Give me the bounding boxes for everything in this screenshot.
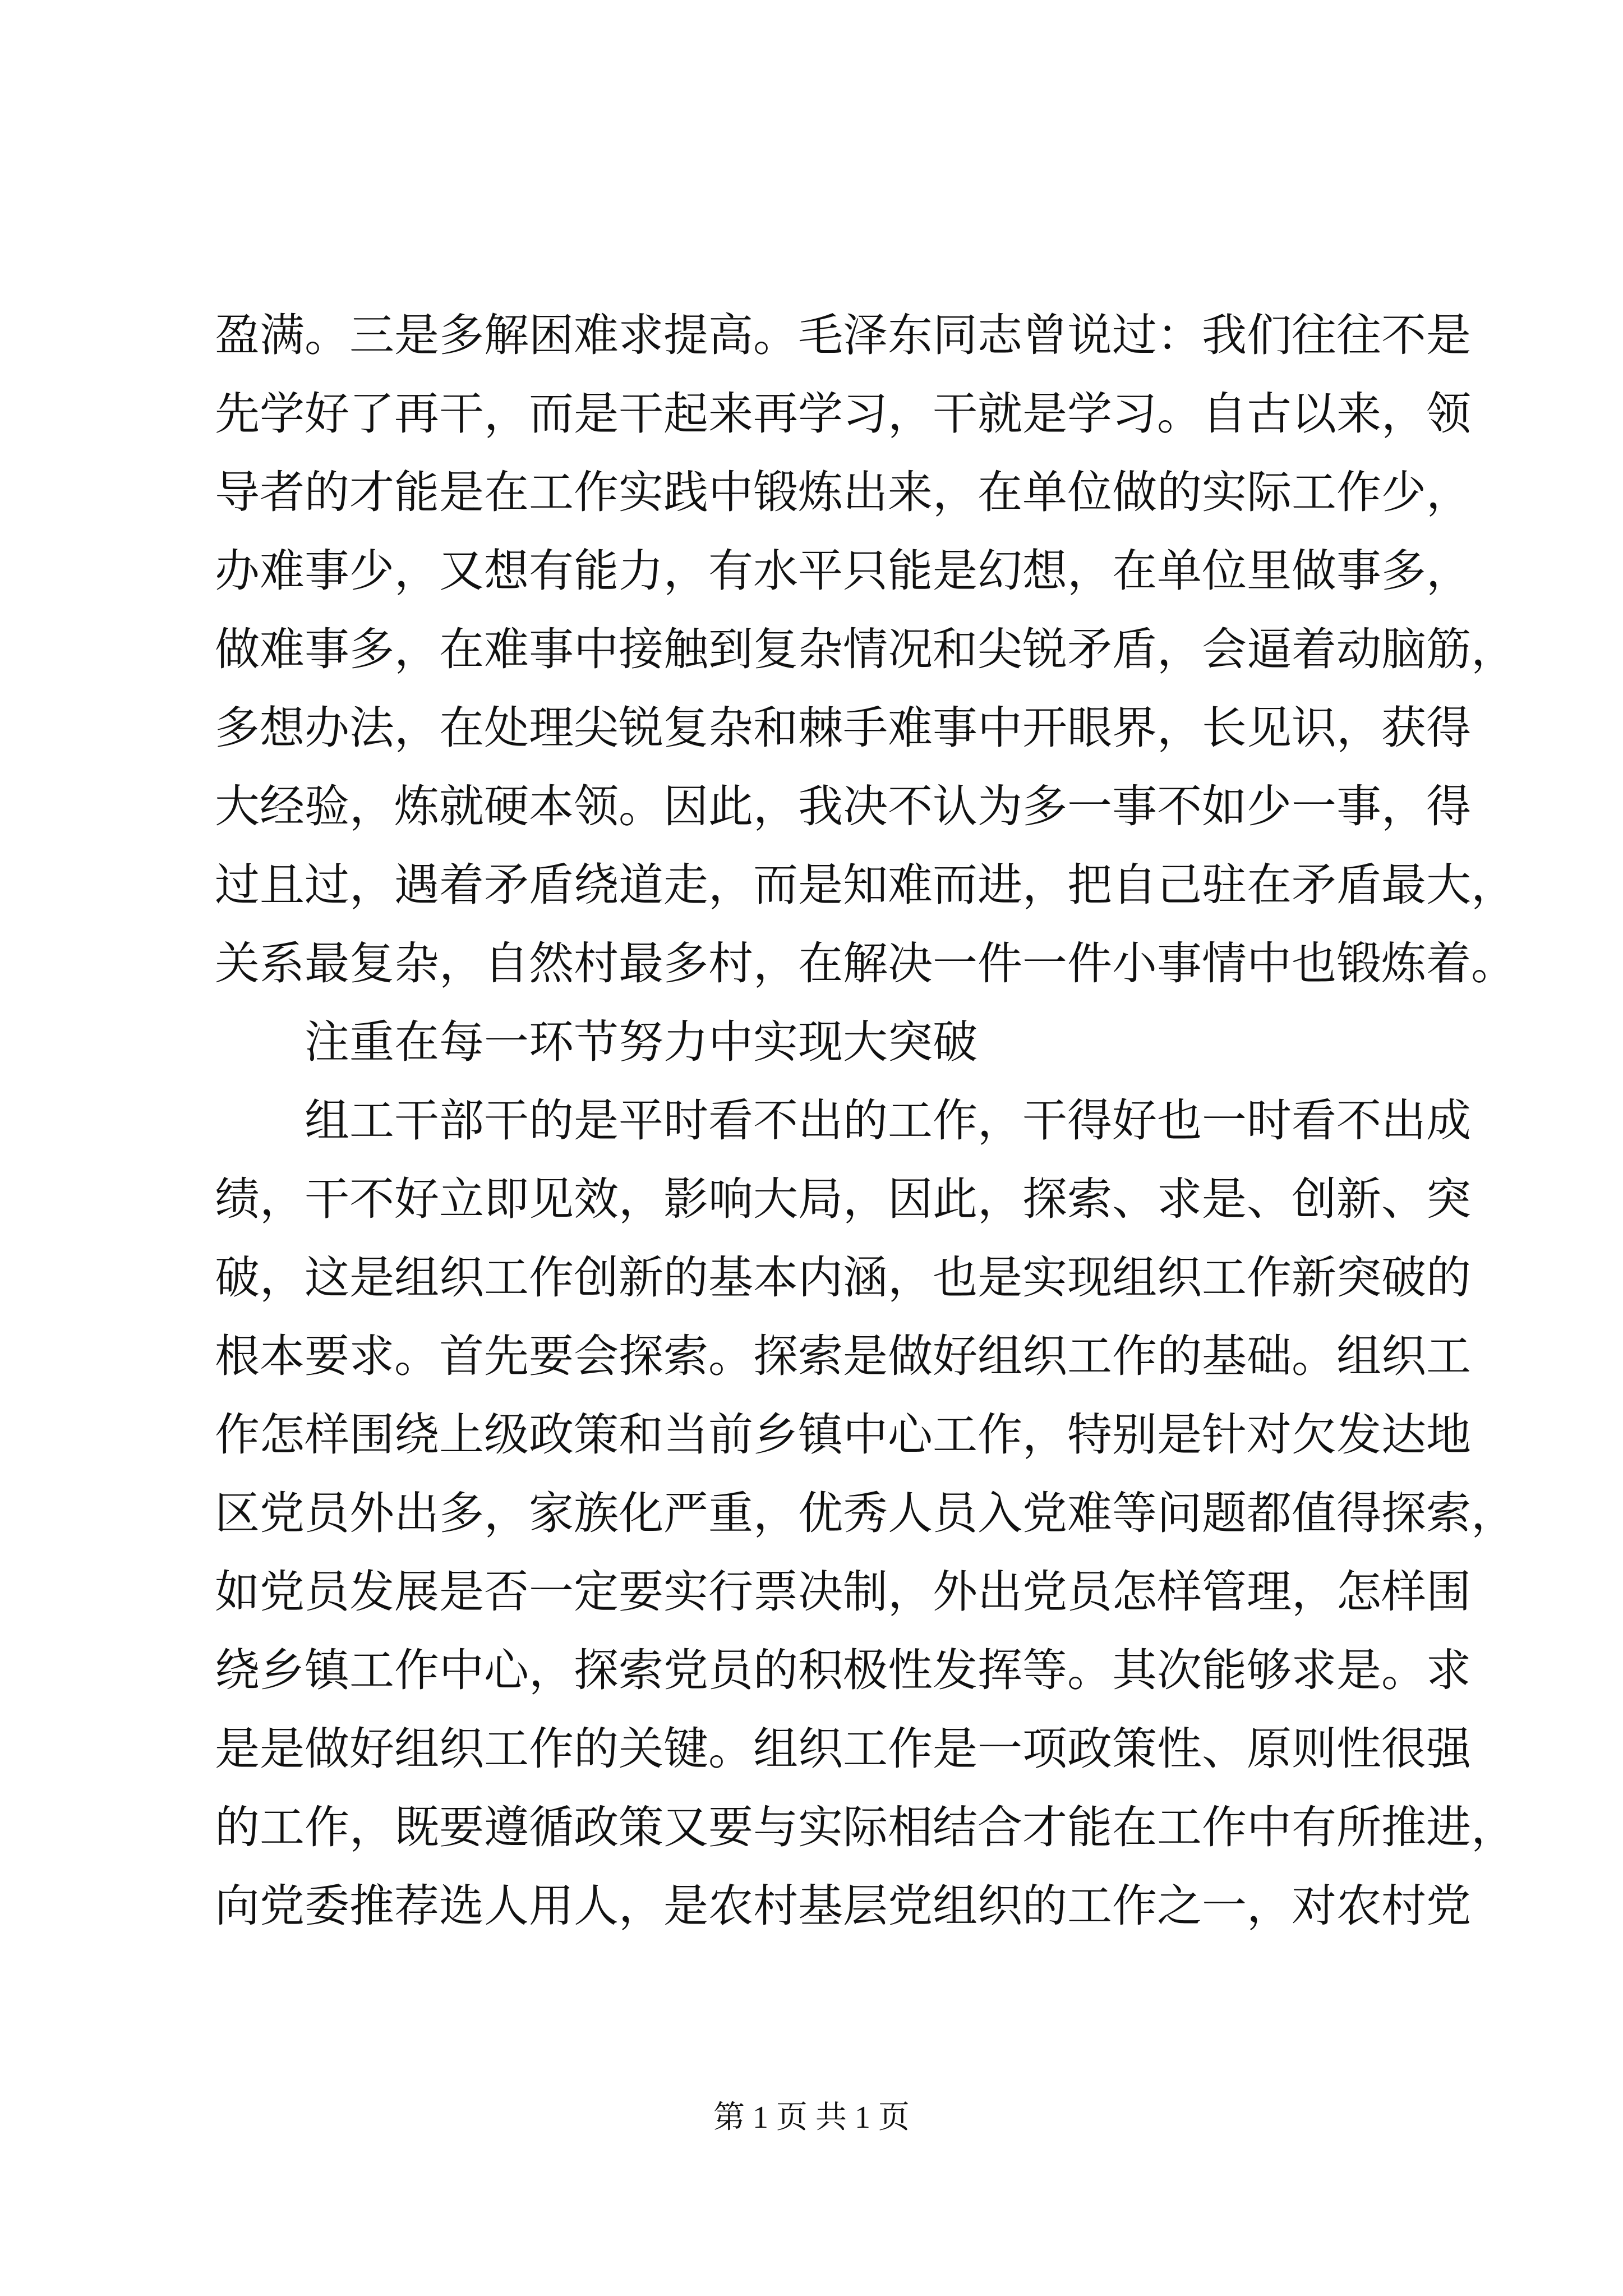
text-line: 如党员发展是否一定要实行票决制，外出党员怎样管理，怎样围 bbox=[215, 1566, 1471, 1618]
text-line: 向党委推荐选人用人，是农村基层党组织的工作之一，对农村党 bbox=[215, 1880, 1471, 1932]
text-line: 区党员外出多，家族化严重，优秀人员入党难等问题都值得探索， bbox=[215, 1487, 1516, 1539]
text-line: 做难事多，在难事中接触到复杂情况和尖锐矛盾，会逼着动脑筋， bbox=[215, 623, 1516, 675]
document-body bbox=[215, 296, 1516, 1945]
text-line: 破，这是组织工作创新的基本内涵，也是实现组织工作新突破的 bbox=[215, 1251, 1471, 1304]
text-line: 过且过，遇着矛盾绕道走，而是知难而进，把自己驻在矛盾最大， bbox=[215, 859, 1516, 911]
text-line: 注重在每一环节努力中实现大突破 bbox=[305, 1016, 978, 1068]
text-line: 根本要求。首先要会探索。探索是做好组织工作的基础。组织工 bbox=[215, 1330, 1471, 1382]
text-line: 是是做好组织工作的关键。组织工作是一项政策性、原则性很强 bbox=[215, 1723, 1471, 1775]
text-line: 的工作，既要遵循政策又要与实际相结合才能在工作中有所推进， bbox=[215, 1801, 1516, 1853]
text-line: 盈满。三是多解困难求提高。毛泽东同志曾说过：我们往往不是 bbox=[215, 309, 1471, 361]
page-footer: 第 1 页 共 1 页 bbox=[713, 2100, 910, 2135]
text-line: 先学好了再干，而是干起来再学习，干就是学习。自古以来，领 bbox=[215, 388, 1471, 440]
text-line: 大经验，炼就硬本领。因此，我决不认为多一事不如少一事，得 bbox=[215, 780, 1471, 832]
text-line: 绩，干不好立即见效，影响大局，因此，探索、求是、创新、突 bbox=[215, 1173, 1471, 1225]
text-line: 导者的才能是在工作实践中锻炼出来，在单位做的实际工作少， bbox=[215, 466, 1471, 518]
text-line: 组工干部干的是平时看不出的工作，干得好也一时看不出成 bbox=[305, 1094, 1471, 1147]
text-line: 作怎样围绕上级政策和当前乡镇中心工作，特别是针对欠发达地 bbox=[215, 1409, 1471, 1461]
text-line: 关系最复杂，自然村最多村，在解决一件一件小事情中也锻炼着。 bbox=[215, 937, 1516, 990]
text-line: 绕乡镇工作中心，探索党员的积极性发挥等。其次能够求是。求 bbox=[215, 1644, 1471, 1696]
text-line: 办难事少，又想有能力，有水平只能是幻想，在单位里做事多， bbox=[215, 545, 1471, 597]
text-line: 多想办法，在处理尖锐复杂和棘手难事中开眼界，长见识，获得 bbox=[215, 702, 1471, 754]
